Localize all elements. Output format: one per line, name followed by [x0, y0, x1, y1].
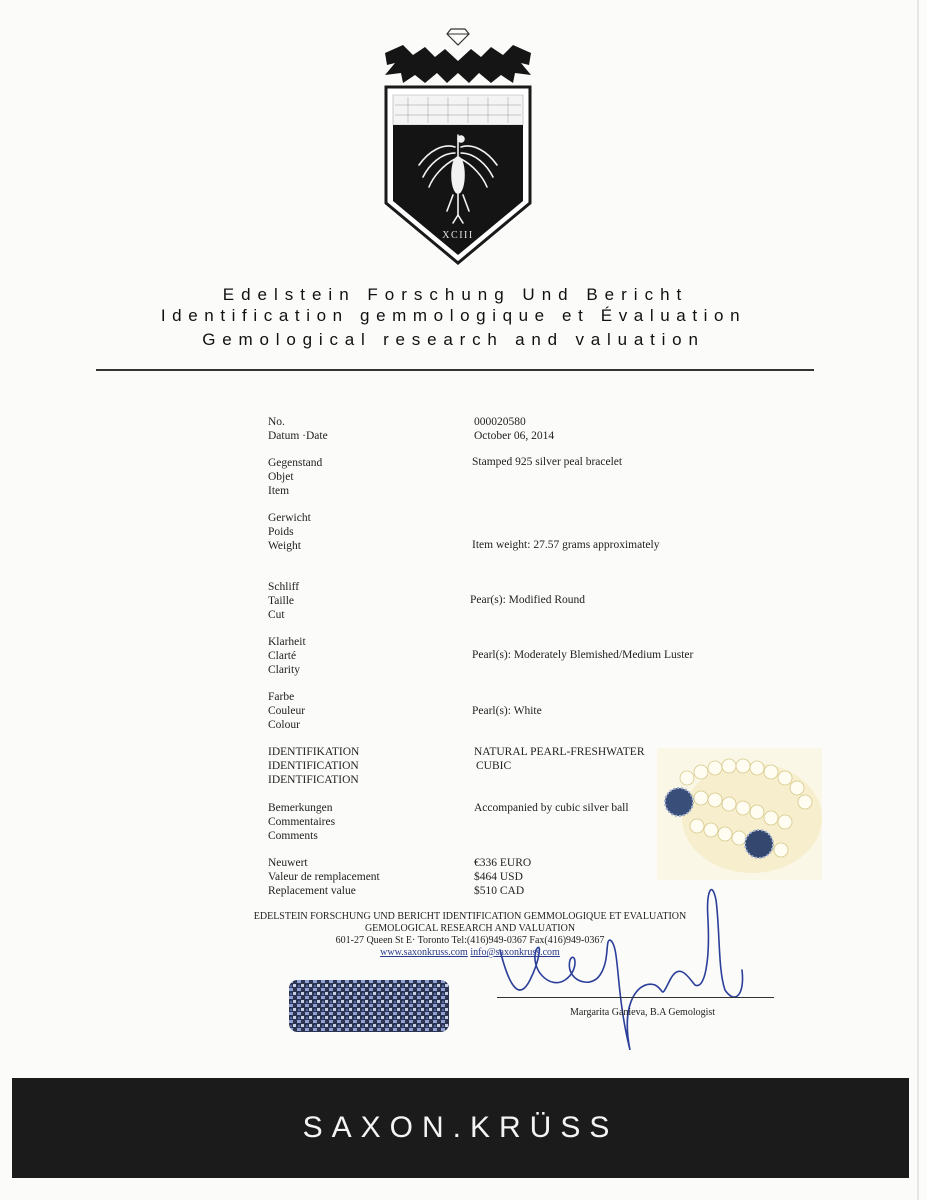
- field-replacement-labels: Neuwert Valeur de remplacement Replacement value: [268, 857, 380, 897]
- email-link[interactable]: info@saxonkruss.com: [470, 947, 560, 958]
- website-link[interactable]: www.saxonkruss.com: [380, 947, 468, 958]
- crest-numeral: XCIII: [442, 230, 474, 241]
- field-number-labels: No. Datum ·Date: [268, 416, 328, 442]
- diamond-icon: [447, 29, 469, 45]
- field-identification-values: NATURAL PEARL-FRESHWATER CUBIC: [474, 746, 645, 772]
- field-item-value: Stamped 925 silver peal bracelet: [472, 456, 623, 468]
- signature: [480, 880, 770, 1050]
- field-clarity-value: Pearl(s): Moderately Blemished/Medium Luster: [472, 649, 694, 661]
- field-weight-value: Item weight: 27.57 grams approximately: [472, 539, 660, 551]
- heading-divider: [96, 369, 814, 371]
- org-line-2: GEMOLOGICAL RESEARCH AND VALUATION: [364, 923, 576, 934]
- org-line: EDELSTEIN FORSCHUNG UND BERICHT IDENTIFICATION GEMMOLOGIQUE ET EVALUATION: [253, 911, 687, 922]
- hologram-sticker: [289, 980, 449, 1032]
- heading-french: Identification gemmologique et Évaluation: [160, 306, 747, 325]
- field-comments-labels: Bemerkungen Commentaires Comments: [268, 802, 336, 842]
- signer-name: Margarita Ganieva, B.A Gemologist: [570, 1007, 716, 1018]
- field-colour-value: Pearl(s): White: [472, 705, 542, 717]
- field-item-labels: Gegenstand Objet Item: [268, 457, 323, 497]
- address-line: 601-27 Queen St E· Toronto Tel:(416)949-0367 Fax(416)949-0367: [335, 935, 605, 946]
- heading-english: Gemological research and valuation: [202, 330, 705, 349]
- field-colour-labels: Farbe Couleur Colour: [268, 691, 306, 731]
- page-edge: [917, 0, 919, 1200]
- brand-wordmark: SAXON.KRÜSS: [302, 1111, 619, 1144]
- field-replacement-values: €336 EURO $464 USD $510 CAD: [474, 857, 532, 897]
- crest-logo: [383, 25, 533, 265]
- heading-german: Edelstein Forschung Und Bericht: [222, 285, 689, 304]
- field-comments-value: Accompanied by cubic silver ball: [474, 802, 629, 814]
- crown-ornament-icon: [385, 45, 531, 83]
- field-cut-labels: Schliff Taille Cut: [268, 581, 300, 621]
- signature-line: [497, 997, 774, 998]
- field-weight-labels: Gerwicht Poids Weight: [268, 512, 311, 552]
- field-number-values: 000020580 October 06, 2014: [474, 416, 555, 442]
- field-clarity-labels: Klarheit Clarté Clarity: [268, 636, 306, 676]
- field-identification-labels: IDENTIFIKATION IDENTIFICATION IDENTIFICATION: [268, 746, 360, 786]
- bracelet-photo: [657, 748, 822, 880]
- field-cut-value: Pear(s): Modified Round: [470, 594, 585, 606]
